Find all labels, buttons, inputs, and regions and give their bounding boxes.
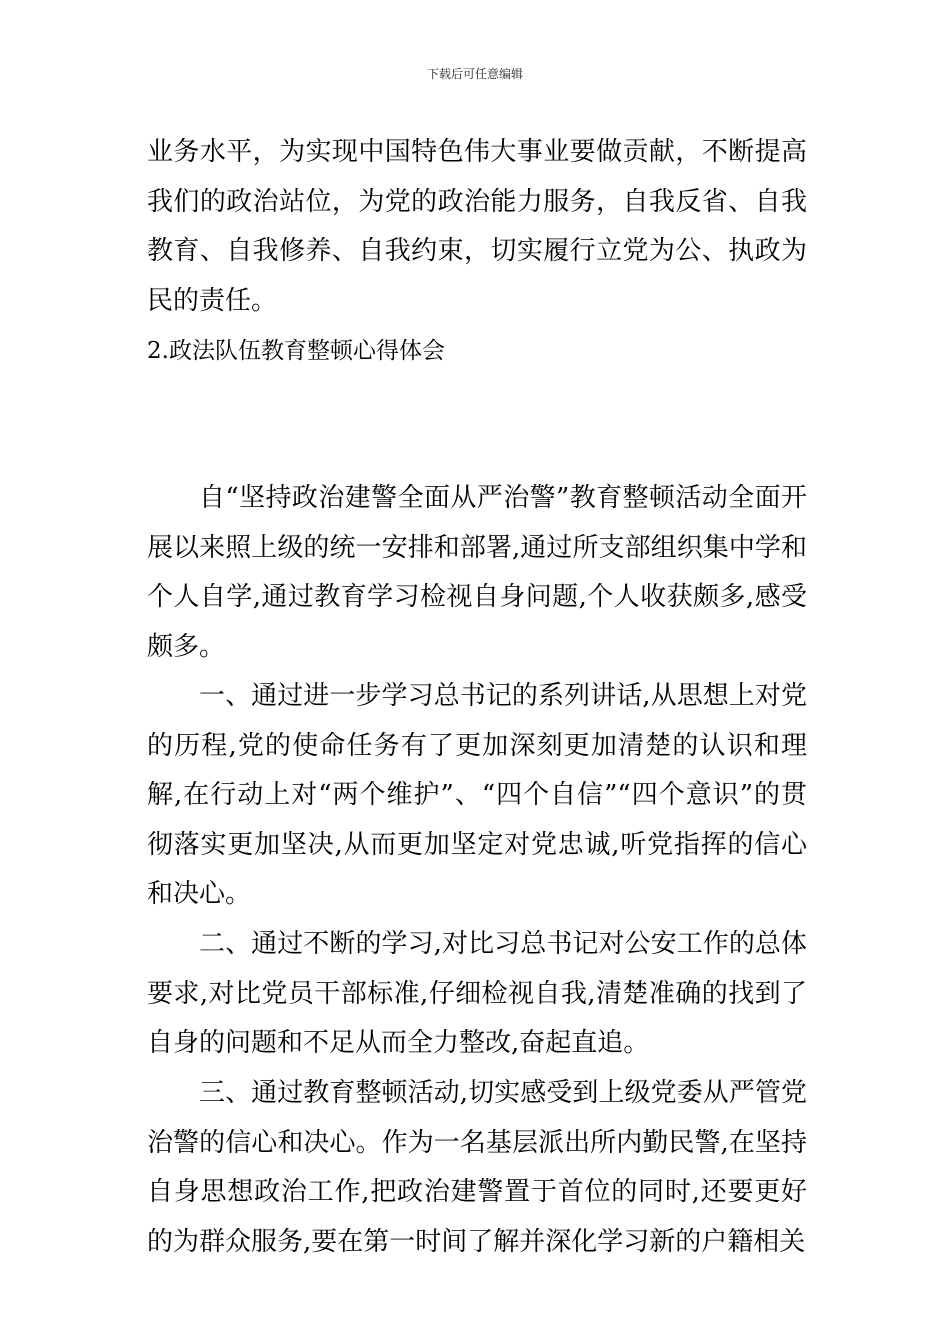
- document-body: [147, 128, 807, 1267]
- blank-space: [147, 376, 807, 474]
- section-title: 2.政法队伍教育整顿心得体会: [147, 338, 445, 364]
- point-three-paragraph: 三、通过教育整顿活动,切实感受到上级党委从严管党治警的信心和决心。作为一名基层派出所内勤民警,在坚持自身思想政治工作,把政治建警置于首位的同时,还要更好的为群众服务,要在第一时间了解并深化学习新的户籍相关: [147, 1078, 807, 1257]
- point-one-paragraph: 一、通过进一步学习总书记的系列讲话,从思想上对党的历程,党的使命任务有了更加深刻更加清楚的认识和理解,在行动上对“两个维护”、“四个自信”“四个意识”的贯彻落实更加坚决,从而更加坚定对党忠诚,听党指挥的信心和决心。: [147, 681, 807, 909]
- page-header: 下载后可任意编辑: [426, 67, 523, 81]
- continuation-paragraph: 业务水平，为实现中国特色伟大事业要做贡献，不断提高我们的政治站位，为党的政治能力服务，自我反省、自我教育、自我修养、自我约束，切实履行立党为公、执政为民的责任。: [147, 137, 807, 316]
- point-two-paragraph: 二、通过不断的学习,对比习总书记对公安工作的总体要求,对比党员干部标准,仔细检视自我,清楚准确的找到了自身的问题和不足从而全力整改,奋起直追。: [147, 929, 807, 1058]
- intro-paragraph: 自“坚持政治建警全面从严治警”教育整顿活动全面开展以来照上级的统一安排和部署,通过所支部组织集中学和个人自学,通过教育学习检视自身问题,个人收获颇多,感受颇多。: [147, 483, 807, 662]
